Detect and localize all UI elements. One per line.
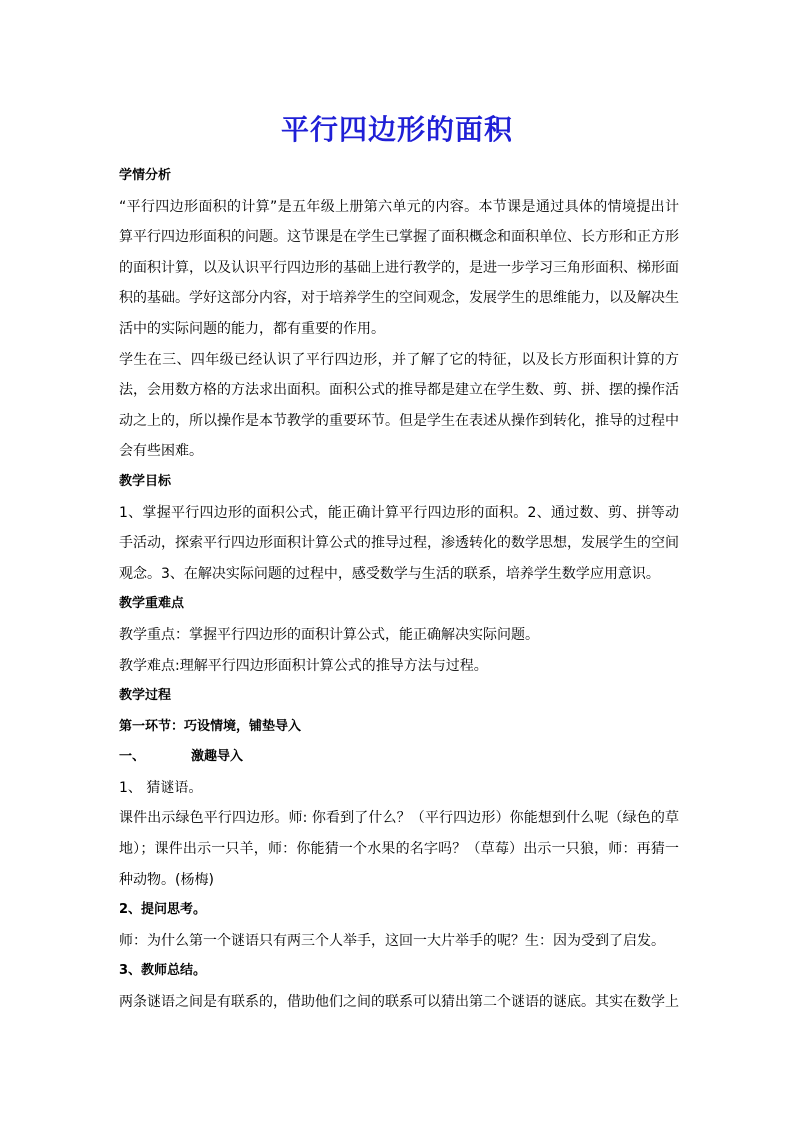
numbered-heading (119, 742, 679, 773)
paragraph: 课件出示绿色平行四边形。师: 你看到了什么？（平行四边形）你能想到什么呢（绿色的草地）；课件出示一只羊，师：你能猜一个水果的名字吗？（草莓）出示一只狼，师：再猜一种动物。(杨梅) (119, 810, 679, 888)
paragraph: 1、掌握平行四边形的面积公式，能正确计算平行四边形的面积。2、通过数、剪、拼等动手活动，探索平行四边形面积计算公式的推导过程，渗透转化的数学思想，发展学生的空间观念。3、在解决实际问题的过程中，感受数学与生活的联系，培养学生数学应用意识。 (119, 504, 679, 582)
section-heading: 第一环节：巧设情境，铺垫导入 (119, 718, 302, 734)
paragraph: 教学重点：掌握平行四边形的面积计算公式，能正确解决实际问题。 (119, 626, 539, 643)
paragraph: 两条谜语之间是有联系的，借助他们之间的联系可以猜出第二个谜语的谜底。其实在数学上 (119, 994, 679, 1011)
heading-text: 激趣导入 (191, 749, 244, 765)
section-heading: 学情分析 (119, 168, 172, 183)
paragraph: 1、 猜谜语。 (119, 779, 203, 796)
paragraph: 教学难点:理解平行四边形面积计算公式的推导方法与过程。 (119, 657, 488, 674)
section-heading: 3、教师总结。 (119, 963, 207, 979)
heading-number: 一、 (119, 749, 146, 765)
document-body (119, 161, 679, 1018)
section-heading: 2、提问思考。 (119, 902, 207, 918)
paragraph: 学生在三、四年级已经认识了平行四边形，并了解了它的特征，以及长方形面积计算的方法，会用数方格的方法求出面积。面积公式的推导都是建立在学生数、剪、拼、摆的操作活动之上的，所以操作是本节教学的重要环节。但是学生在表述从操作到转化，推导的过程中会有些困难。 (119, 351, 679, 460)
paragraph: 师：为什么第一个谜语只有两三个人举手，这回一大片举手的呢？生：因为受到了启发。 (119, 932, 665, 949)
section-heading: 教学目标 (119, 473, 172, 489)
section-heading: 教学重难点 (119, 596, 185, 612)
document-title: 平行四边形的面积 (280, 113, 513, 146)
section-heading: 教学过程 (119, 688, 172, 704)
paragraph: “平行四边形面积的计算”是五年级上册第六单元的内容。本节课是通过具体的情境提出计算平行四边形面积的问题。这节课是在学生已掌握了面积概念和面积单位、长方形和正方形的面积计算，以及认识平行四边形的基础上进行教学的，是进一步学习三角形面积、梯形面积的基础。学好这部分内容，对于培养学生的空间观念，发展学生的思维能力，以及解决生活中的实际问题的能力，都有重要的作用。 (119, 198, 679, 337)
